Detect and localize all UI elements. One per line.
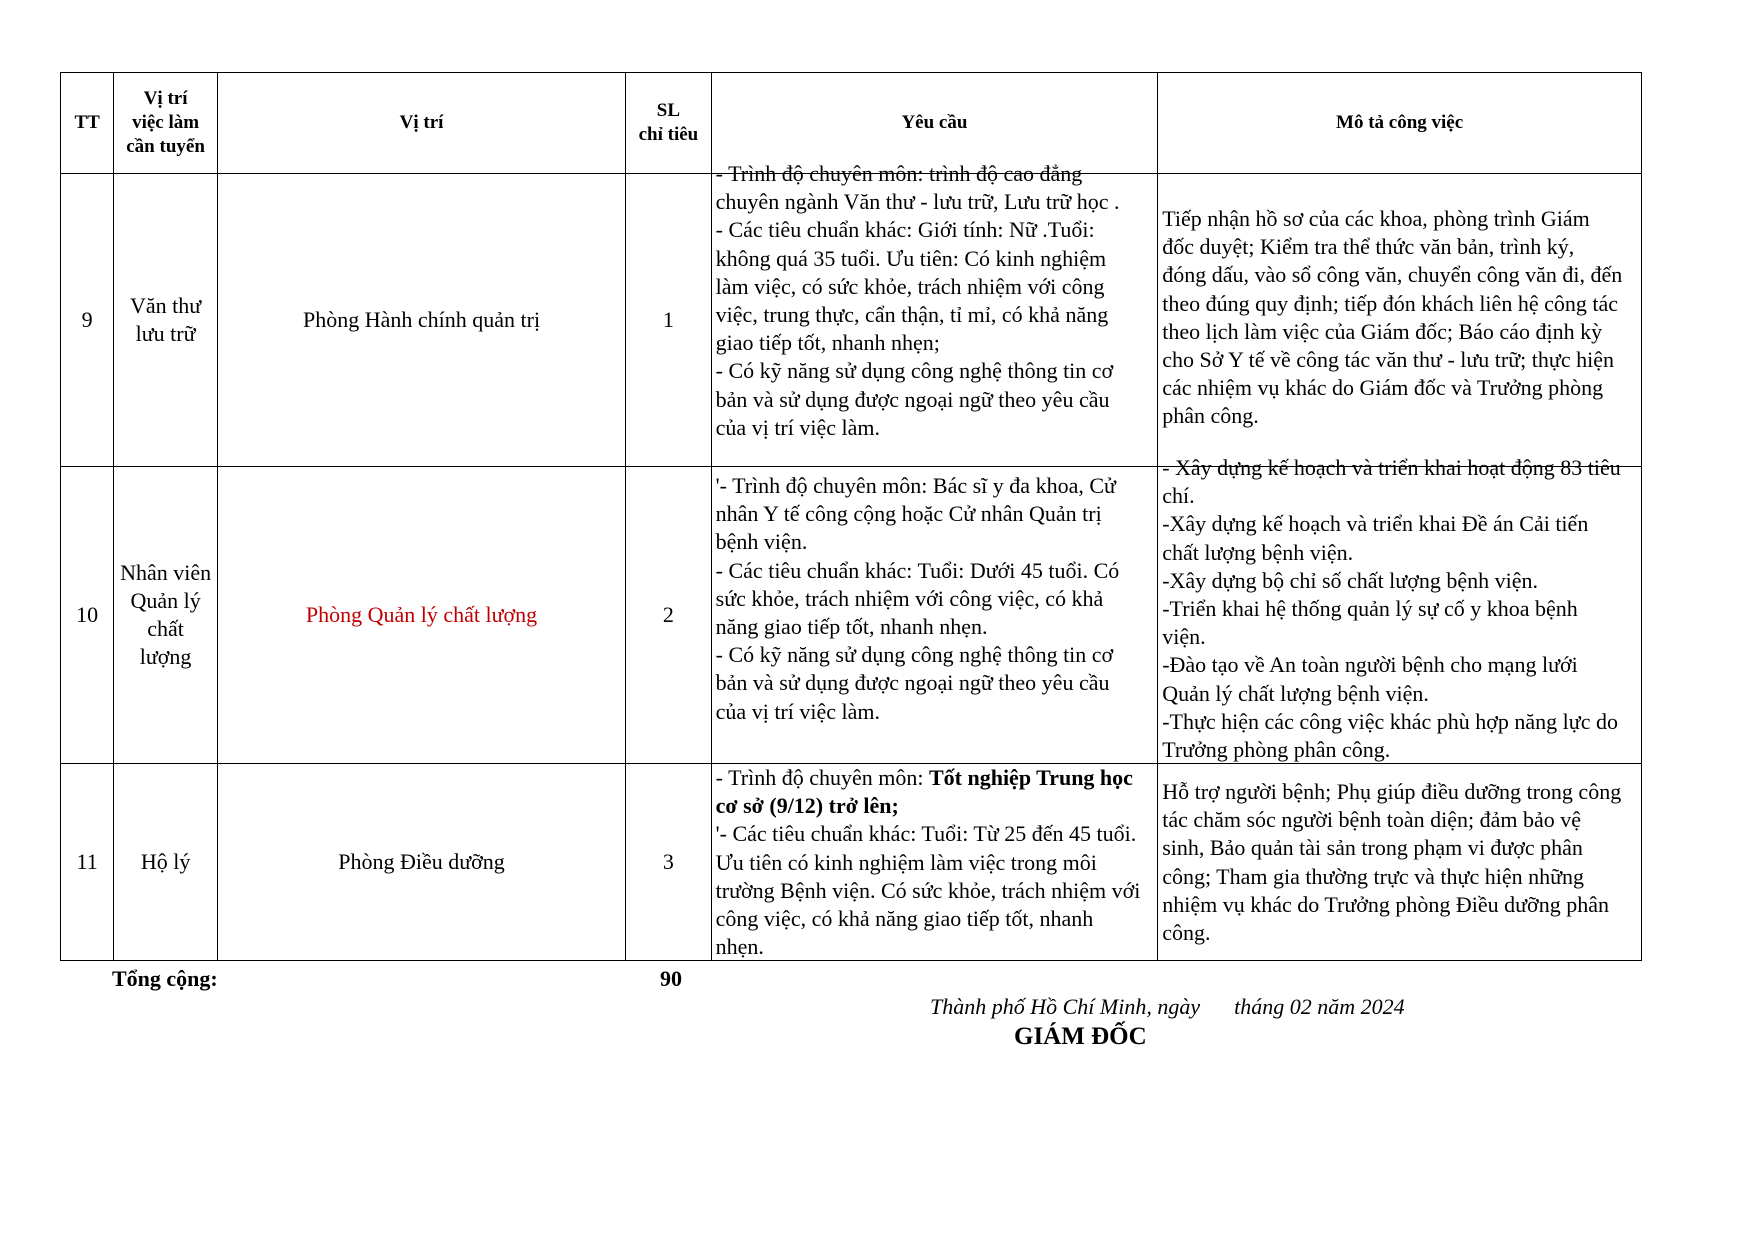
- text-line: làm việc, có sức khỏe, trách nhiệm với công: [715, 273, 1105, 299]
- text-line: bản và sử dụng được ngoại ngữ theo yêu cầu: [715, 670, 1110, 696]
- text-line: [716, 764, 1154, 792]
- text-line: năng giao tiếp tốt, nhanh nhẹn.: [715, 614, 988, 640]
- header-quota: [626, 73, 711, 174]
- place-date-part: Thành phố Hồ Chí Minh, ngày: [930, 994, 1201, 1019]
- job-line: chất: [147, 616, 184, 641]
- text-line: - Xây dựng kế hoạch và triển khai hoạt động 83 tiêu: [1162, 455, 1621, 480]
- text-line: công việc, có khả năng giao tiếp tốt, nhanh: [715, 906, 1094, 932]
- text-line: Quản lý chất lượng bệnh viện.: [1162, 680, 1429, 706]
- text-line: nhiệm vụ khác do Trưởng phòng Điều dưỡng phân: [1162, 891, 1609, 917]
- text-line: -Đào tạo về An toàn người bệnh cho mạng lưới: [1162, 652, 1578, 678]
- text-line: chuyên ngành Văn thư - lưu trữ, Lưu trữ học .: [715, 189, 1120, 215]
- total-label: Tổng cộng:: [112, 966, 218, 991]
- cell-position: Phòng Điều dưỡng: [217, 764, 625, 961]
- table-row: [61, 764, 1642, 961]
- text-line: đốc duyệt; Kiểm tra thể thức văn bản, trình ký,: [1162, 234, 1575, 260]
- text-line: - Có kỹ năng sử dụng công nghệ thông tin cơ: [715, 358, 1114, 384]
- table-row: [61, 174, 1642, 467]
- cell-description: [1158, 764, 1642, 961]
- cell-job: [114, 467, 218, 764]
- job-line: Quản lý: [130, 587, 201, 613]
- text-line: [716, 792, 1154, 820]
- cell-description: [1158, 174, 1642, 467]
- text-line: Tiếp nhận hồ sơ của các khoa, phòng trình Giám: [1162, 206, 1590, 231]
- job-line: Văn thư: [129, 292, 202, 318]
- text-line: việc, trung thực, cẩn thận, tỉ mỉ, có khả năng: [715, 302, 1109, 328]
- header-description: Mô tả công việc: [1158, 73, 1642, 174]
- text-line: tác chăm sóc người bệnh toàn diện; đảm bảo vệ: [1162, 807, 1582, 833]
- cell-job: [114, 174, 218, 467]
- header-job-line: việc làm: [132, 112, 200, 133]
- text-line: - Các tiêu chuẩn khác: Giới tính: Nữ .Tuổi:: [715, 217, 1095, 243]
- text-line: theo lịch làm việc của Giám đốc; Báo cáo định kỳ: [1162, 318, 1603, 344]
- text-line: bệnh viện.: [715, 529, 808, 555]
- text-line: không quá 35 tuổi. Ưu tiên: Có kinh nghiệm: [715, 245, 1107, 271]
- job-line: Nhân viên: [120, 559, 212, 585]
- text-run-bold: Tốt nghiệp Trung học: [928, 765, 1133, 790]
- text-line: theo đúng quy định; tiếp đón khách liên hệ công tác: [1162, 290, 1618, 316]
- text-line: -Xây dựng kế hoạch và triển khai Đề án Cải tiến: [1162, 511, 1589, 537]
- text-line: Ưu tiên có kinh nghiệm làm việc trong môi: [715, 849, 1097, 875]
- text-line: phân công.: [1162, 403, 1259, 429]
- cell-position: Phòng Hành chính quản trị: [217, 174, 625, 467]
- text-line: công; Tham gia thường trực và thực hiện những: [1162, 863, 1585, 889]
- header-job-line: cần tuyển: [126, 136, 205, 157]
- cell-quota: 3: [626, 764, 711, 961]
- header-requirements: Yêu cầu: [711, 73, 1158, 174]
- text-run: - Trình độ chuyên môn:: [715, 765, 929, 790]
- text-line: chất lượng bệnh viện.: [1162, 539, 1354, 565]
- text-line: -Thực hiện các công việc khác phù hợp năng lực do: [1162, 708, 1618, 734]
- header-quota-line: SL: [656, 100, 681, 121]
- header-job: [114, 73, 218, 174]
- place-date-part: tháng 02 năm 2024: [1234, 994, 1405, 1019]
- header-job-line: Vị trí: [143, 88, 188, 109]
- text-line: '- Các tiêu chuẩn khác: Tuổi: Từ 25 đến 45 tuổi.: [715, 821, 1137, 847]
- place-date: [930, 994, 1405, 1020]
- text-line: bản và sử dụng được ngoại ngữ theo yêu cầu: [715, 386, 1110, 412]
- text-line: giao tiếp tốt, nhanh nhẹn;: [715, 330, 940, 356]
- text-line: -Xây dựng bộ chỉ số chất lượng bệnh viện.: [1162, 567, 1538, 593]
- text-line: - Các tiêu chuẩn khác: Tuổi: Dưới 45 tuổi. Có: [715, 557, 1120, 583]
- cell-description: [1158, 455, 1642, 764]
- job-line: Hộ lý: [140, 848, 191, 874]
- text-line: sinh, Bảo quản tài sản trong phạm vi được phân: [1162, 835, 1583, 861]
- text-line: viện.: [1162, 624, 1206, 650]
- cell-tt: 11: [61, 764, 114, 961]
- text-line: Trưởng phòng phân công.: [1162, 737, 1391, 763]
- text-line: cho Sở Y tế về công tác văn thư - lưu trữ; thực hiện: [1162, 347, 1614, 373]
- text-line: - Có kỹ năng sử dụng công nghệ thông tin cơ: [715, 642, 1114, 668]
- cell-quota: 1: [626, 174, 711, 467]
- text-line: trường Bệnh viện. Có sức khỏe, trách nhiệm với: [715, 877, 1141, 903]
- text-line: -Triển khai hệ thống quản lý sự cố y khoa bệnh: [1162, 596, 1578, 622]
- text-line: Hỗ trợ người bệnh; Phụ giúp điều dưỡng trong công: [1162, 779, 1622, 804]
- text-line: chí.: [1162, 483, 1195, 509]
- cell-tt: 10: [61, 467, 114, 764]
- text-run-bold: cơ sở (9/12) trở lên;: [715, 793, 899, 819]
- text-line: các nhiệm vụ khác do Giám đốc và Trưởng phòng: [1162, 375, 1604, 401]
- job-line: lưu trữ: [135, 321, 196, 346]
- table-row: [61, 467, 1642, 764]
- text-line: nhẹn.: [715, 934, 764, 960]
- cell-requirements: [711, 467, 1158, 764]
- text-line: công.: [1162, 920, 1211, 946]
- text-line: '- Trình độ chuyên môn: Bác sĩ y đa khoa, Cử: [715, 473, 1116, 498]
- text-line: đóng dấu, vào sổ công văn, chuyển công văn đi, đến: [1162, 262, 1623, 288]
- text-line: của vị trí việc làm.: [715, 698, 880, 724]
- text-line: nhân Y tế công cộng hoặc Cử nhân Quản trị: [715, 501, 1102, 527]
- signer-title: GIÁM ĐỐC: [1014, 1023, 1147, 1050]
- header-quota-line: chỉ tiêu: [638, 124, 699, 145]
- total-value: 90: [660, 966, 682, 991]
- cell-tt: 9: [61, 174, 114, 467]
- text-line: sức khỏe, trách nhiệm với công việc, có khả: [715, 585, 1104, 611]
- header-tt: TT: [61, 73, 114, 174]
- cell-requirements: [711, 161, 1158, 467]
- cell-quota: 2: [626, 467, 711, 764]
- text-line: - Trình độ chuyên môn: trình độ cao đẳng: [715, 161, 1083, 186]
- cell-requirements: [711, 764, 1158, 961]
- job-line: lượng: [139, 644, 192, 670]
- text-line: của vị trí việc làm.: [715, 414, 880, 440]
- recruitment-table: [60, 72, 1642, 961]
- cell-position-highlighted: Phòng Quản lý chất lượng: [217, 467, 625, 764]
- header-position: Vị trí: [217, 73, 625, 174]
- cell-job: [114, 764, 218, 961]
- table-header-row: [61, 73, 1642, 174]
